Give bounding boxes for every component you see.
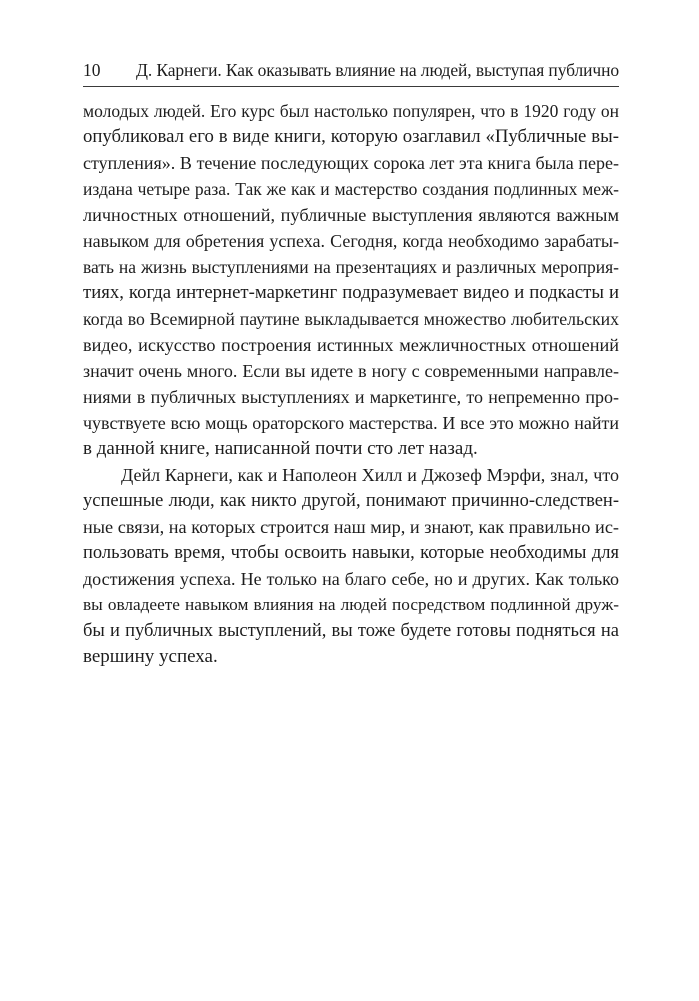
running-head xyxy=(83,58,619,82)
text-line: ные связи, на которых строится наш мир, и знают, как правильно ис- xyxy=(83,517,619,537)
text-line: тиях, когда интернет-маркетинг подразумевает видео и подкасты и xyxy=(83,282,619,303)
running-head-title: Д. Карнеги. Как оказывать влияние на людей, выступая публично xyxy=(136,60,619,80)
body-text xyxy=(83,98,619,670)
text-line: значит очень много. Если вы идете в ногу с современными направле- xyxy=(83,361,619,381)
text-line: вать на жизнь выступлениями на презентациях и различных мероприя- xyxy=(83,257,619,277)
text-line: вы овладеете навыком влияния на людей посредством подлинной друж- xyxy=(83,595,619,614)
text-line: когда во Всемирной паутине выкладывается множество любительских xyxy=(83,309,619,329)
text-line: личностных отношений, публичные выступления являются важным xyxy=(83,205,619,225)
text-line: видео, искусство построения истинных межличностных отношений xyxy=(83,335,619,355)
text-line: чувствуете всю мощь ораторского мастерства. И все это можно найти xyxy=(83,413,619,433)
text-line: издана четыре раза. Так же как и мастерство создания подлинных меж- xyxy=(83,179,619,199)
text-line: молодых людей. Его курс был настолько популярен, что в 1920 году он xyxy=(83,101,619,121)
text-line: ступления». В течение последующих сорока лет эта книга была пере- xyxy=(83,153,619,173)
text-line: бы и публичных выступлений, вы тоже будете готовы подняться на xyxy=(83,621,619,641)
text-line: успешные люди, как никто другой, понимают причинно-следствен- xyxy=(83,491,619,511)
text-line: достижения успеха. Не только на благо себе, но и других. Как только xyxy=(83,569,619,589)
paragraph-1 xyxy=(83,98,619,462)
page-number: 10 xyxy=(83,60,101,80)
text-line: ниями в публичных выступлениях и маркетинге, то непременно про- xyxy=(83,387,619,407)
paragraph-2 xyxy=(83,462,619,670)
text-line: Дейл Карнеги, как и Наполеон Хилл и Джозеф Мэрфи, знал, что xyxy=(121,465,619,485)
text-line: пользовать время, чтобы освоить навыки, которые необходимы для xyxy=(83,543,619,563)
text-line: вершину успеха. xyxy=(83,646,218,667)
text-line: навыком для обретения успеха. Сегодня, когда необходимо зарабаты- xyxy=(83,231,619,251)
text-line: опубликовал его в виде книги, которую озаглавил «Публичные вы- xyxy=(83,126,619,147)
text-line: в данной книге, написанной почти сто лет назад. xyxy=(83,438,478,459)
header-rule xyxy=(83,86,619,87)
